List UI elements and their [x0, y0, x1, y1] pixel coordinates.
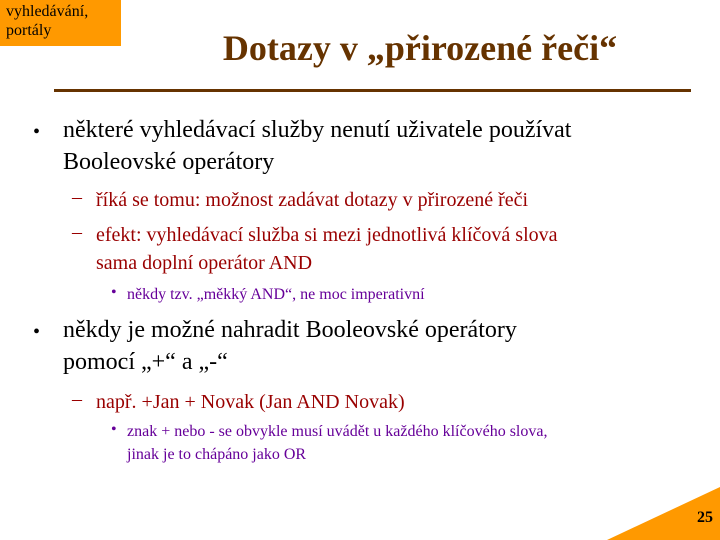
bullet-2-line-2: pomocí „+“ a „-“ [63, 349, 228, 375]
sub-bullet-marker: • [111, 284, 117, 301]
bullet-marker: • [33, 321, 41, 343]
bullet-marker: • [33, 121, 41, 143]
section-tag-text: vyhledávání, portály [6, 3, 89, 39]
bullet-1-2-line-2: sama doplní operátor AND [96, 252, 313, 274]
bullet-2-1-text: např. +Jan + Novak (Jan AND Novak) [96, 391, 405, 413]
page-number: 25 [697, 509, 713, 526]
dash-marker: – [72, 388, 82, 410]
dash-marker: – [72, 186, 82, 208]
bullet-1-2-1-text: někdy tzv. „měkký AND“, ne moc imperativní [127, 286, 425, 303]
bullet-1-line-1: některé vyhledávací služby nenutí uživatele používat [63, 117, 572, 143]
bullet-2-1-1-line-2: jinak je to chápáno jako OR [127, 446, 307, 463]
dash-marker: – [72, 221, 82, 243]
bullet-1-line-2: Booleovské operátory [63, 149, 275, 175]
bullet-1-1-text: říká se tomu: možnost zadávat dotazy v přirozené řeči [96, 189, 529, 211]
slide-title: Dotazy v „přirozené řeči“ [222, 28, 618, 68]
bullet-2-line-1: někdy je možné nahradit Booleovské operátory [63, 317, 517, 343]
bullet-1-2-line-1: efekt: vyhledávací služba si mezi jednotlivá klíčová slova [96, 224, 558, 246]
bullet-2-1-1-line-1: znak + nebo - se obvykle musí uvádět u každého klíčového slova, [127, 423, 548, 440]
sub-bullet-marker: • [111, 421, 117, 438]
